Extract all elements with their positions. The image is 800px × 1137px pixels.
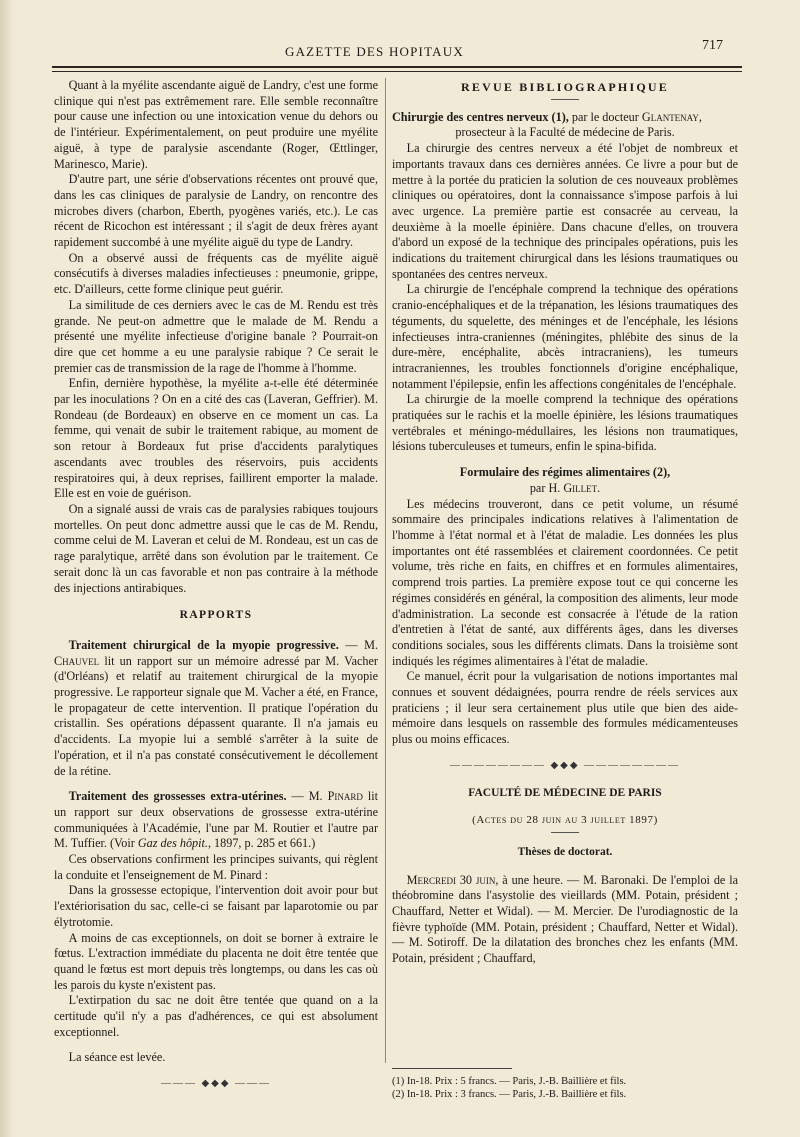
paragraph: On a signalé aussi de vrais cas de paralysies rabiques toujours mortelles. On peut donc admettre aussi que le cas de M. Rendu, comme celui de M. Laveran et celui de M. Rondeau, est un cas de rage paralytique, arrêté dans son évolution par le traitement. Ce serait donc là un cas favorable et non pas contraire à la méthode des injections antirabiques. [54,501,378,595]
paragraph: Quant à la myélite ascendante aiguë de Landry, c'est une forme clinique qui n'est pas extrêmement rare. Elle semble reconnaître pour cause une infection ou une intoxication venue du dehors ou de l'intérieur. Expérimentalement, on peut produire une myélite aiguë, à type de paralysie ascendante (Roger, Œttlinger, Marinesco, Marie). [54,78,378,171]
book-author: H. Gillet. [548,480,601,495]
author-name: M. Pinard [308,789,363,804]
journal-reference: Gaz des hôpit. [137,836,208,851]
header-rule-thin [52,71,742,72]
rapports-heading: RAPPORTS [179,609,253,622]
author-role: prosecteur à la Faculté de médecine de Paris. [455,125,675,140]
faculte-heading: FACULTÉ DE MÉDECINE DE PARIS [468,786,662,799]
theses-text: à une heure. — M. Baronaki. De l'emploi de la théobromine dans l'asystolie des vieillards (MM. Potain, président ; Chauffard, Netter et Widal). — M. Mercier. De l'urodiagnostic de la fièvre typhoïde (MM. Potain, président ; Chauffard, Netter et Widal). — M. Sotiroff. De la dilatation des bronches chez les enfants (MM. Potain, président ; Chauffard, [392,872,738,966]
header-rule-thick [52,66,742,68]
book-title: Chirurgie des centres nerveux (1), [392,109,569,124]
paragraph: La chirurgie des centres nerveux a été l'objet de nombreux et importants travaux dans ces dernières années. Ce livre a pour but de mettre à la portée du praticien la solution de ces nouveaux problèmes cliniques ou opératoires, dont la connaissance s'impose parfois à lui avec urgence. La première partie est consacrée au cerveau, la deuxième à la moelle épinière. Dans chacune d'elles, on trouvera d'abord un exposé de la technique des principales opérations, puis les indications du traitement chirurgical dans les lésions traumatiques ou spontanées des centres nerveux. [392,141,738,281]
article-title: Traitement des grossesses extra-utérines. [68,789,287,804]
page-left-edge [0,0,12,1137]
paragraph: Enfin, dernière hypothèse, la myélite a-t-elle été déterminée par les inoculations ? On en a cité des cas (Laveran, Geffrier). M. Rondeau (de Bordeaux) en observe en ce moment un cas. La femme, qui venait de subir le traitement rabique, au moment de son retour à Bordeaux fut prise d'accidents paralytiques ascendants avec troubles des réservoirs, puis accidents respiratoires qui, à deux reprises, faillirent emporter la malade. Elle est en voie de guérison. [54,376,378,501]
page-number: 717 [702,38,723,53]
right-column [392,78,738,967]
grossesses-report: Traitement des grossesses extra-utérines. — M. Pinard lit un rapport sur deux observations de grossesse extra-utérine communiquées à l'Académie, l'une par M. Routier et l'autre par M. Tuffier. (Voir Gaz des hôpit., 1897, p. 285 et 661.) [54,789,379,851]
myopie-report: Traitement chirurgical de la myopie progressive. — M. Chauvel lit un rapport sur un mémoire adressé par M. Vacher (d'Orléans) et relatif au traitement chirurgical de la myopie progressive. Le rapporteur signale que M. Vacher a été, en France, le propagateur de cette intervention. Il pratique l'opération du cristallin. Ses opérations dépassent quarante. Il n'a jamais eu d'accidents. La myopie lui a semblé s'arrêter à la suite de l'opération, et il n'a pas constaté consécutivement le décollement de la rétine. [54,637,379,778]
paragraph: Dans la grossesse ectopique, l'intervention doit avoir pour but l'extériorisation du sac, celle-ci se faisant par laparotomie ou par élytrotomie. [54,883,378,929]
book-by: par le docteur [571,109,642,124]
book-title: Formulaire des régimes alimentaires (2), [459,465,671,480]
book-review-formulaire [392,465,738,748]
paragraph: On a observé aussi de fréquents cas de myélite aiguë consécutifs à diverses maladies infectieuses : pneumonie, grippe, etc. D'ailleurs, cette forme clinique peut guérir. [54,250,378,297]
ornament-divider: ———————— ◆◆◆ ———————— [449,759,681,771]
book-title-line [392,110,738,126]
footnote: (1) In-18. Prix : 5 francs. — Paris, J.-B. Baillière et fils. [392,1076,627,1087]
actes-dates: (Actes du 28 juin au 3 juillet 1897) [472,814,658,827]
short-rule [551,832,579,833]
paragraph: Ces observations confirment les principes suivants, qui règlent la conduite et l'enseignement de M. Pinard : [54,852,378,882]
paragraph: La similitude de ces derniers avec le cas de M. Rendu est très grande. Ne peut-on admettre que le malade de M. Rendu a présenté une myélite infectieuse d'origine banale ? Pourrait-on dire que cet homme a eu une paralysie rabique ? Ce serait le premier cas de transmission de la rage de l'homme à l'homme. [54,297,378,375]
paragraph: A moins de cas exceptionnels, on doit se borner à extraire le fœtus. L'extraction immédiate du placenta ne doit être tentée que quand le fœtus est mort depuis très longtemps, ou dans les cas où les parois du kyste n'existent pas. [54,930,378,992]
paragraph: L'extirpation du sac ne doit être tentée que quand on a la certitude qu'il n'y a pas d'adhérences, ce qui est absolument exceptionnel. [54,993,378,1039]
paragraph: Les médecins trouveront, dans ce petit volume, un résumé sommaire des principales indications relatives à l'alimentation de l'homme à l'état normal et à l'état de maladie. Les données les plus importantes ont été rassemblées et clairement coordonnées. Ce petit volume, très riche en faits, en chiffres et en formules alimentaires, comprend trois parties. La première expose tout ce qui concerne les régimes considérés en général, la composition des aliments, leur mode d'administration. La seconde est consacrée à l'étude de la ration d'entretien à l'état de santé, aux différents âges, dans les diverses conditions sociales, sous les différents climats. Dans la troisième sont indiqués les régimes alimentaires à l'état de maladie. [392,496,738,668]
running-title: GAZETTE DES HOPITAUX [285,44,464,59]
paragraph: La chirurgie de l'encéphale comprend la technique des opérations cranio-encéphaliques et de la trépanation, les lésions traumatiques des téguments, du squelette, des méninges et de l'encéphale, les lésions infectieuses intra-craniennes (méningites, phlébite des sinus de la dure-mère, encéphalite, abcès intracraniens), les tumeurs intracraniennes, les troubles fonctionnels d'origine encéphalique, notamment l'épilepsie, enfin les affections congénitales de l'encéphale. [392,282,738,391]
book-byline [392,481,738,497]
paragraph: D'autre part, une série d'observations récentes ont prouvé que, dans les cas cliniques de paralysie de Landry, on rencontre des microbes divers (charbon, Eberth, pyogènes variés, etc.). Le cas récent de Ricochon est intéressant ; il s'agit de deux frères ayant rapidement succombé à une myélite aiguë du type de Landry. [54,172,378,250]
short-rule [551,99,579,100]
book-author: Glantenay, [641,109,702,124]
theses-heading: Thèses de doctorat. [517,845,613,858]
article-text: lit un rapport sur un mémoire adressé par M. Vacher (d'Orléans) et relatif au traitement chirurgical de la myopie progressive. Le rapporteur signale que M. Vacher a été, en France, le propagateur de cette intervention. Il pratique l'opération du cristallin. Ses opérations dépassent quarante. Il n'a jamais eu d'accidents. La myopie lui a semblé s'arrêter à la suite de l'opération, et il n'a pas constaté consécutivement le décollement de la rétine. [54,653,378,778]
reference-details: , 1897, p. 285 et 661.) [207,836,316,851]
book-by: par [529,480,549,495]
book-title-line [392,465,738,481]
footnote-rule [392,1068,512,1069]
ornament-divider: ——— ◆◆◆ ——— [160,1078,272,1090]
column-divider [385,78,386,1063]
footnote: (2) In-18. Prix : 3 francs. — Paris, J.-B. Baillière et fils. [392,1089,627,1100]
paragraph: Ce manuel, écrit pour la vulgarisation de notions importantes mal connues et souvent dédaignées, pourra rendre de réels services aux praticiens ; il leur sera certainement plus utile que bien des aide-mémoire dans lesquels on rassemble des formules médicamenteuses plus ou moins efficaces. [392,669,738,747]
left-column [54,78,378,1104]
running-head [0,38,800,62]
article-text: lit un rapport sur deux observations de grossesse extra-utérine communiquées à l'Académie, l'une par M. Routier et l'autre par M. Tuffier. (Voir [54,789,379,851]
article-title: Traitement chirurgical de la myopie progressive. [68,637,339,652]
session-date: Mercredi 30 juin, [406,872,499,887]
author-name: M. Chauvel [54,637,379,668]
book-review-chirurgie [392,110,738,455]
footnotes [392,1068,738,1101]
seance-closing: La séance est levée. [68,1050,166,1065]
revue-heading: REVUE BIBLIOGRAPHIQUE [461,80,669,94]
theses-listing [392,873,738,967]
paragraph: La chirurgie de la moelle comprend la technique des opérations pratiquées sur le rachis et la moelle épinière, les lésions traumatiques vertébrales et méningo-médullaires, les lésions non traumatiques, lésions tuberculeuses et tumeurs, enfin le spina-bifida. [392,392,738,454]
